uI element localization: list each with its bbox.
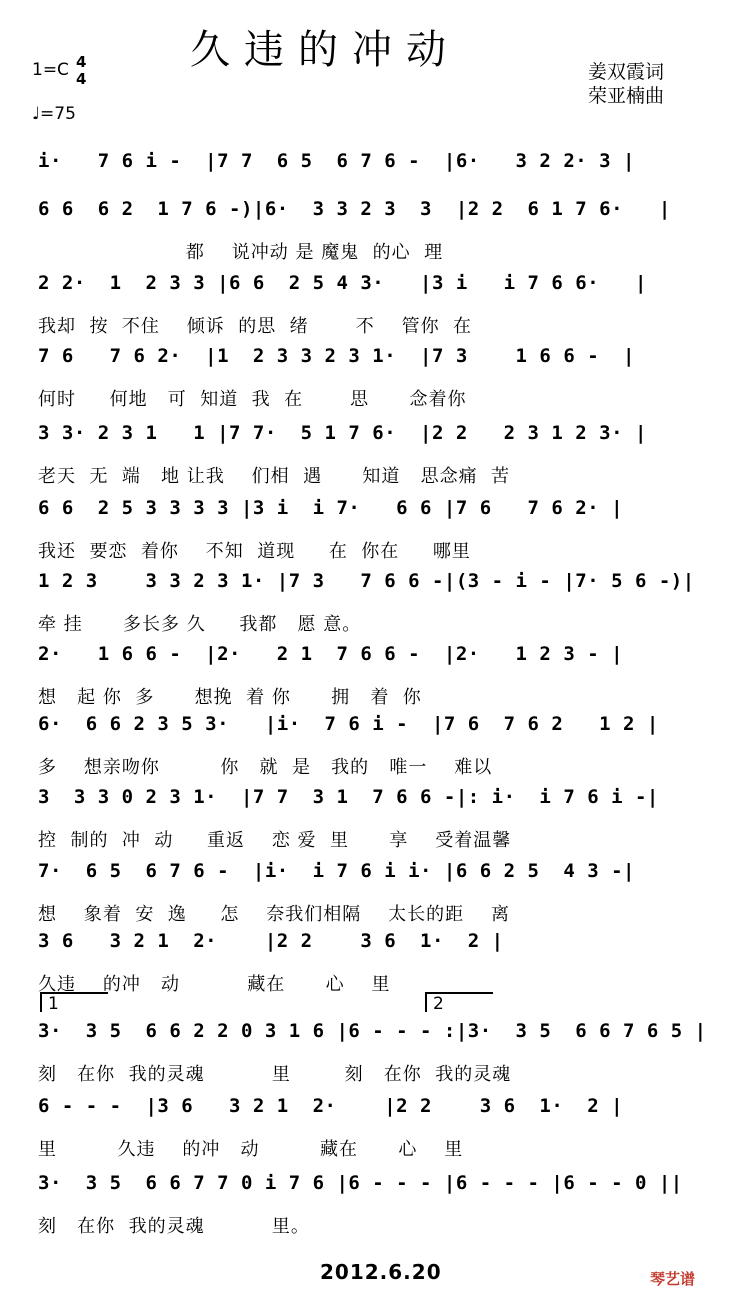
lyrics-line: 刻 在你 我的灵魂 里 刻 在你 我的灵魂 [38, 1064, 512, 1085]
notation-line: 6 6 6 2 1 7 6 -)|6· 3 3 2 3 3 |2 2 6 1 7 6· | [38, 198, 671, 220]
notation-line: 6 - - - |3 6 3 2 1 2· |2 2 3 6 1· 2 | [38, 1095, 624, 1117]
lyrics-line: 牵 挂 多长多 久 我都 愿 意。 [38, 614, 362, 635]
meter-bottom: 4 [76, 70, 87, 88]
lyrics-line: 里 久违 的冲 动 藏在 心 里 [38, 1139, 464, 1160]
notation-line: 3 3· 2 3 1 1 |7 7· 5 1 7 6· |2 2 2 3 1 2 3· | [38, 422, 647, 444]
lyrics-line: 想 起 你 多 想挽 着 你 拥 着 你 [38, 687, 422, 708]
notation-line: 6· 6 6 2 3 5 3· |i· 7 6 i - |7 6 7 6 2 1 2 | [38, 713, 659, 735]
notation-line: 7 6 7 6 2· |1 2 3 3 2 3 1· |7 3 1 6 6 - | [38, 345, 635, 367]
watermark-logo: 琴艺谱 [650, 1270, 696, 1288]
volta-ending-1: 1 [40, 992, 108, 1012]
lyricist: 姜双霞词 [588, 61, 665, 83]
lyrics-line: 何时 何地 可 知道 我 在 思 念着你 [38, 389, 467, 410]
time-signature [76, 54, 86, 88]
key-signature: 1=C [32, 60, 69, 80]
date-stamp: 2012.6.20 [320, 1260, 442, 1284]
lyrics-line: 久违 的冲 动 藏在 心 里 [38, 974, 391, 995]
tempo-marking: ♩=75 [32, 104, 76, 124]
notation-line: 2 2· 1 2 3 3 |6 6 2 5 4 3· |3 i i 7 6 6· | [38, 272, 647, 294]
lyrics-line: 我却 按 不住 倾诉 的思 绪 不 管你 在 [38, 316, 473, 337]
notation-line: 3· 3 5 6 6 2 2 0 3 1 6 |6 - - - :|3· 3 5 6 6 7 6 5 | [38, 1020, 707, 1042]
composer: 荣亚楠曲 [588, 85, 665, 107]
notation-line: 2· 1 6 6 - |2· 2 1 7 6 6 - |2· 1 2 3 - | [38, 643, 624, 665]
notation-line: 6 6 2 5 3 3 3 3 |3 i i 7· 6 6 |7 6 7 6 2· | [38, 497, 624, 519]
volta-ending-2: 2 [425, 992, 493, 1012]
lyrics-line: 老天 无 端 地 让我 们相 遇 知道 思念痛 苦 [38, 466, 511, 487]
lyrics-line: 想 象着 安 逸 怎 奈我们相隔 太长的距 离 [38, 904, 511, 925]
song-title: 久违的冲动 [190, 27, 460, 73]
lyrics-line: 我还 要恋 着你 不知 道现 在 你在 哪里 [38, 541, 471, 562]
meter-top: 4 [76, 53, 87, 71]
lyrics-line: 刻 在你 我的灵魂 里。 [38, 1216, 310, 1237]
credits [588, 60, 664, 108]
notation-line: 3 3 3 0 2 3 1· |7 7 3 1 7 6 6 -|: i· i 7 6 i -| [38, 786, 659, 808]
notation-line: 3· 3 5 6 6 7 7 0 i 7 6 |6 - - - |6 - - - |6 - - 0 || [38, 1172, 683, 1194]
notation-line: 7· 6 5 6 7 6 - |i· i 7 6 i i· |6 6 2 5 4 3 -| [38, 860, 635, 882]
lyrics-line: 控 制的 冲 动 重返 恋 爱 里 享 受着温馨 [38, 830, 512, 851]
lyrics-line: 多 想亲吻你 你 就 是 我的 唯一 难以 [38, 757, 493, 778]
lyrics-line: 都 说冲动 是 魔鬼 的心 理 [38, 242, 444, 263]
notation-line: i· 7 6 i - |7 7 6 5 6 7 6 - |6· 3 2 2· 3 | [38, 150, 635, 172]
notation-line: 3 6 3 2 1 2· |2 2 3 6 1· 2 | [38, 930, 504, 952]
notation-line: 1 2 3 3 3 2 3 1· |7 3 7 6 6 -|(3 - i - |7· 5 6 -)| [38, 570, 695, 592]
